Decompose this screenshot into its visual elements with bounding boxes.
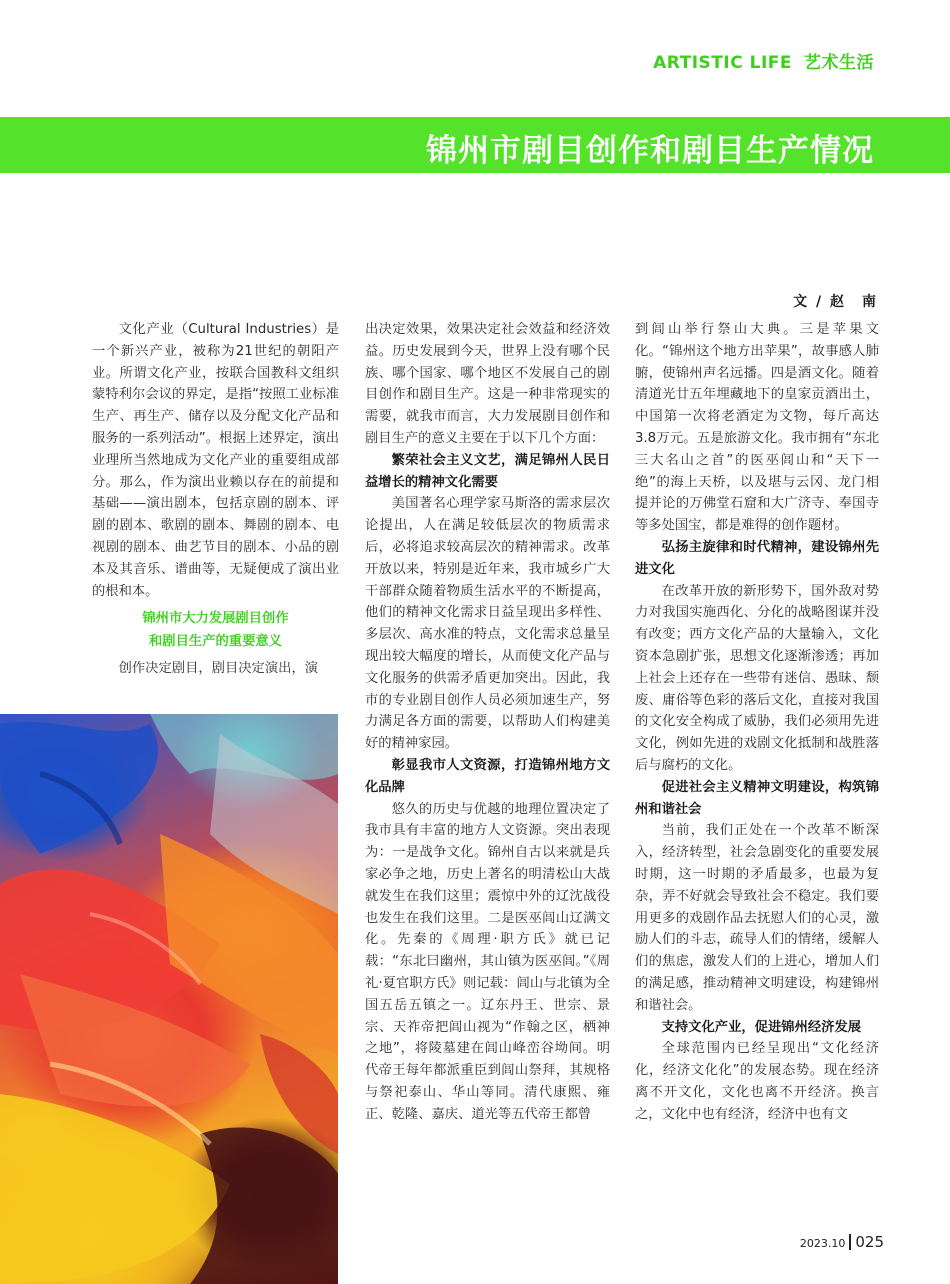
subheading: 弘扬主旋律和时代精神，建设锦州先进文化 — [635, 539, 879, 577]
body-paragraph: 在改革开放的新形势下，国外敌对势力对我国实施西化、分化的战略图谋并没有改变；西方文化产品的大量输入，文化资本急剧扩张，思想文化逐渐渗透；再加上社会上还存在一些带有迷信、愚昧、颓废、庸俗等色彩的落后文化，直接对我国的文化安全构成了威胁，我们必须用先进文化，例如先进的戏剧文化抵制和战胜落后与腐朽的文化。 — [635, 583, 879, 773]
body-paragraph: 出决定效果，效果决定社会效益和经济效益。历史发展到今天，世界上没有哪个民族、哪个国家、哪个地区不发展自己的剧目创作和剧目生产。这是一种非常现实的需要，就我市而言，大力发展剧目创作和剧目生产的意义主要在于以下几个方面： — [365, 322, 610, 446]
subheading: 促进社会主义精神文明建设，构筑锦州和谐社会 — [635, 779, 879, 817]
subheading: 繁荣社会主义文艺，满足锦州人民日益增长的精神文化需要 — [365, 452, 610, 490]
body-paragraph: 美国著名心理学家马斯洛的需求层次论提出，人在满足较低层次的物质需求后，必将追求较高层次的精神需求。改革开放以来，特别是近年来，我市城乡广大干部群众随着物质生活水平的不断提高，他们的精神文化需求日益呈现出多样性、多层次、高水准的特点，文化需求总量呈现出较大幅度的增长，从而使文化产品与文化服务的供需矛盾更加突出。因此，我市的专业剧目创作人员必须加速生产，努力满足各方面的需要，以帮助人们构建美好的精神家园。 — [365, 496, 610, 752]
issue-date: 2023.10 — [799, 1237, 846, 1250]
section-heading-line-1: 锦州市大力发展剧目创作 — [142, 611, 289, 627]
column-1 — [92, 319, 339, 680]
subheading: 支持文化产业，促进锦州经济发展 — [661, 1019, 862, 1035]
body-paragraph: 悠久的历史与优越的地理位置决定了我市具有丰富的地方人文资源。突出表现为：一是战争文化。锦州自古以来就是兵家必争之地，历史上著名的明清松山大战就发生在我们这里；震惊中外的辽沈战役也发生在我们这里。二是医巫闾山辽满文化。先秦的《周理·职方氏》就已记载：“东北曰幽州，其山镇为医巫闾。”《周礼·夏官职方氏》则记载：闾山与北镇为全国五岳五镇之一。辽东丹王、世宗、景宗、天祚帝把闾山视为“作翰之区，栖神之地”，将陵墓建在闾山峰峦谷坳间。明代帝王每年都派重臣到闾山祭拜，其规格与祭祀泰山、华山等同。清代康熙、雍正、乾隆、嘉庆、道光等五代帝王都曾 — [365, 801, 610, 1122]
body-paragraph: 创作决定剧目，剧目决定演出，演 — [118, 661, 319, 677]
section-tag — [653, 48, 874, 73]
section-tag-english: ARTISTIC LIFE — [653, 53, 792, 73]
column-3 — [635, 319, 879, 1125]
section-heading-green — [92, 607, 339, 653]
title-band — [0, 117, 950, 173]
article-title: 锦州市剧目创作和剧目生产情况 — [426, 133, 874, 169]
paint-strokes — [0, 714, 338, 1284]
body-paragraph: 到闾山举行祭山大典。三是苹果文化。“锦州这个地方出苹果”，故事感人肺腑，使锦州声名远播。四是酒文化。随着清道光廿五年埋藏地下的皇家贡酒出土，中国第一次将老酒定为文物，每斤高达3.8万元。五是旅游文化。我市拥有“东北三大名山之首”的医巫闾山和“天下一绝”的海上天桥，以及堪与云冈、龙门相提并论的万佛堂石窟和大广济寺、奉国寺等多处国宝，都是难得的创作题材。 — [635, 322, 879, 534]
page-footer — [800, 1233, 884, 1251]
subheading: 彰显我市人文资源，打造锦州地方文化品牌 — [365, 757, 610, 795]
body-paragraph: 全球范围内已经呈现出“文化经济化，经济文化化”的发展态势。现在经济离不开文化，文化也离不开经济。换言之，文化中也有经济，经济中也有文 — [635, 1041, 879, 1122]
intro-paragraph: 文化产业（Cultural Industries）是一个新兴产业，被称为21世纪的朝阳产业。所谓文化产业，按联合国教科文组织蒙特利尔会议的界定，是指“按照工业标准生产、再生产、储存以及分配文化产品和服务的一系列活动”。根据上述界定，演出业理所当然地成为文化产业的重要组成部分。那么，作为演出业赖以存在的前提和基础——演出剧本，包括京剧的剧本、评剧的剧本、歌剧的剧本、舞剧的剧本、电视剧的剧本、曲艺节目的剧本、小品的剧本及其音乐、谱曲等，无疑便成了演出业的根和本。 — [92, 322, 339, 599]
oil-paint-photo — [0, 714, 338, 1284]
section-tag-chinese: 艺术生活 — [804, 53, 874, 73]
footer-divider — [849, 1234, 851, 1250]
page-number: 025 — [855, 1233, 884, 1251]
section-heading-line-2: 和剧目生产的重要意义 — [149, 634, 282, 650]
byline: 文 / 赵 南 — [793, 294, 878, 310]
column-2 — [365, 319, 610, 1125]
body-paragraph: 当前，我们正处在一个改革不断深入，经济转型，社会急剧变化的重要发展时期，这一时期的矛盾最多，也最为复杂，弄不好就会导致社会不稳定。我们要用更多的戏剧作品去抚慰人们的心灵，激励人们的斗志，疏导人们的情绪，缓解人们的焦虑，激发人们的上进心，增加人们的满足感，推动精神文明建设，构建锦州和谐社会。 — [635, 823, 879, 1013]
